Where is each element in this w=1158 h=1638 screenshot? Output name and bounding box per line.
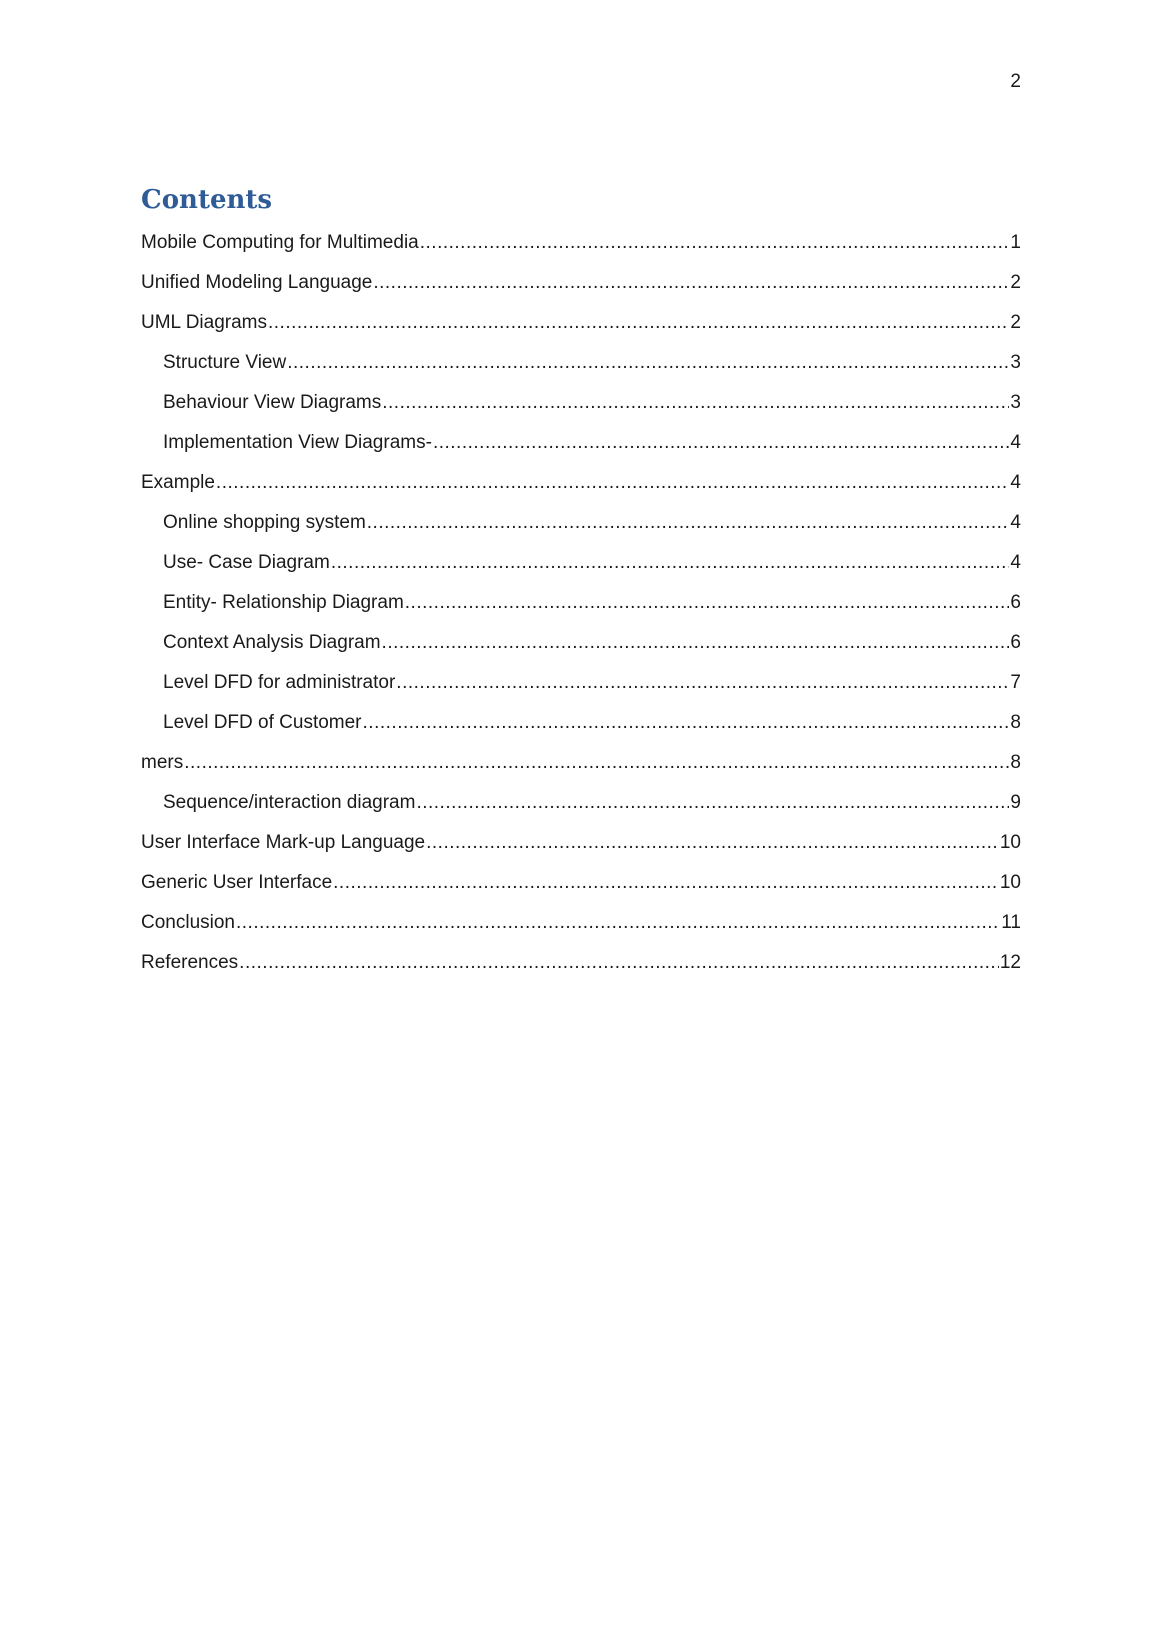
toc-entry-title: mers <box>141 752 184 773</box>
dot-leader <box>333 871 999 895</box>
toc-entry-page: 6 <box>1010 632 1021 653</box>
toc-entry-online-shopping-system[interactable] <box>141 503 1021 543</box>
toc-entry-page: 4 <box>1010 432 1021 453</box>
toc-entry-title: Structure View <box>163 352 287 373</box>
toc-entry-page: 3 <box>1010 392 1021 413</box>
toc-entry-context-analysis-diagram[interactable] <box>141 623 1021 663</box>
dot-leader <box>382 631 1010 655</box>
dot-leader <box>433 431 1009 455</box>
dot-leader <box>184 751 1009 775</box>
toc-entry-page: 12 <box>999 952 1021 973</box>
toc-entry-structure-view[interactable] <box>141 343 1021 383</box>
toc-entry-title: Generic User Interface <box>141 872 333 893</box>
page-number: 2 <box>1010 71 1021 92</box>
dot-leader <box>236 911 1000 935</box>
toc-entry-page: 1 <box>1010 232 1021 253</box>
toc-entry-title: UML Diagrams <box>141 312 267 333</box>
toc-entry-title: Sequence/interaction diagram <box>163 792 416 813</box>
toc-entry-page: 8 <box>1010 712 1021 733</box>
dot-leader <box>382 391 1009 415</box>
toc-entry-page: 3 <box>1010 352 1021 373</box>
toc-entry-title: Unified Modeling Language <box>141 272 373 293</box>
dot-leader <box>373 271 1009 295</box>
toc-entry-example[interactable] <box>141 463 1021 503</box>
toc-entry-title: Entity- Relationship Diagram <box>163 592 404 613</box>
dot-leader <box>363 711 1010 735</box>
toc-entry-page: 10 <box>999 872 1021 893</box>
toc-entry-page: 10 <box>999 832 1021 853</box>
toc-entry-page: 11 <box>1001 912 1021 933</box>
toc-entry-title: Use- Case Diagram <box>163 552 330 573</box>
dot-leader <box>216 471 1010 495</box>
toc-entry-conclusion[interactable] <box>141 903 1021 943</box>
toc-heading: Contents <box>141 185 273 215</box>
toc-entry-title: Context Analysis Diagram <box>163 632 381 653</box>
toc-entry-page: 8 <box>1010 752 1021 773</box>
toc-entry-page: 4 <box>1010 472 1021 493</box>
toc-entry-uml-diagrams[interactable] <box>141 303 1021 343</box>
dot-leader <box>239 951 999 975</box>
toc-entry-title: Mobile Computing for Multimedia <box>141 232 419 253</box>
toc-entry-title: Implementation View Diagrams- <box>163 432 432 453</box>
toc-entry-title: References <box>141 952 239 973</box>
table-of-contents <box>141 223 1021 983</box>
toc-entry-title: Level DFD for administrator <box>163 672 396 693</box>
toc-entry-page: 9 <box>1010 792 1021 813</box>
dot-leader <box>426 831 999 855</box>
dot-leader <box>287 351 1009 375</box>
toc-entry-title: Conclusion <box>141 912 235 933</box>
dot-leader <box>331 551 1010 575</box>
dot-leader <box>420 231 1010 255</box>
toc-entry-title: Online shopping system <box>163 512 366 533</box>
dot-leader <box>268 311 1009 335</box>
toc-entry-sequence-interaction-diagram[interactable] <box>141 783 1021 823</box>
dot-leader <box>396 671 1009 695</box>
toc-entry-title: User Interface Mark-up Language <box>141 832 426 853</box>
toc-entry-title: Behaviour View Diagrams <box>163 392 382 413</box>
toc-entry-behaviour-view-diagrams[interactable] <box>141 383 1021 423</box>
toc-entry-title: Example <box>141 472 215 493</box>
toc-entry-generic-user-interface[interactable] <box>141 863 1021 903</box>
toc-entry-entity-relationship-diagram[interactable] <box>141 583 1021 623</box>
toc-entry-unified-modeling-language[interactable] <box>141 263 1021 303</box>
toc-entry-page: 4 <box>1010 512 1021 533</box>
toc-entry-level-dfd-administrator[interactable] <box>141 663 1021 703</box>
toc-entry-mobile-computing[interactable] <box>141 223 1021 263</box>
toc-entry-level-dfd-customer[interactable] <box>141 703 1021 743</box>
toc-entry-page: 6 <box>1010 592 1021 613</box>
toc-entry-page: 4 <box>1010 552 1021 573</box>
toc-entry-mers[interactable] <box>141 743 1021 783</box>
dot-leader <box>405 591 1010 615</box>
toc-entry-page: 2 <box>1010 312 1021 333</box>
toc-entry-references[interactable] <box>141 943 1021 983</box>
toc-entry-implementation-view-diagrams[interactable] <box>141 423 1021 463</box>
toc-entry-title: Level DFD of Customer <box>163 712 362 733</box>
toc-entry-page: 7 <box>1010 672 1021 693</box>
dot-leader <box>367 511 1010 535</box>
dot-leader <box>416 791 1009 815</box>
toc-entry-use-case-diagram[interactable] <box>141 543 1021 583</box>
toc-entry-user-interface-markup-language[interactable] <box>141 823 1021 863</box>
toc-entry-page: 2 <box>1010 272 1021 293</box>
